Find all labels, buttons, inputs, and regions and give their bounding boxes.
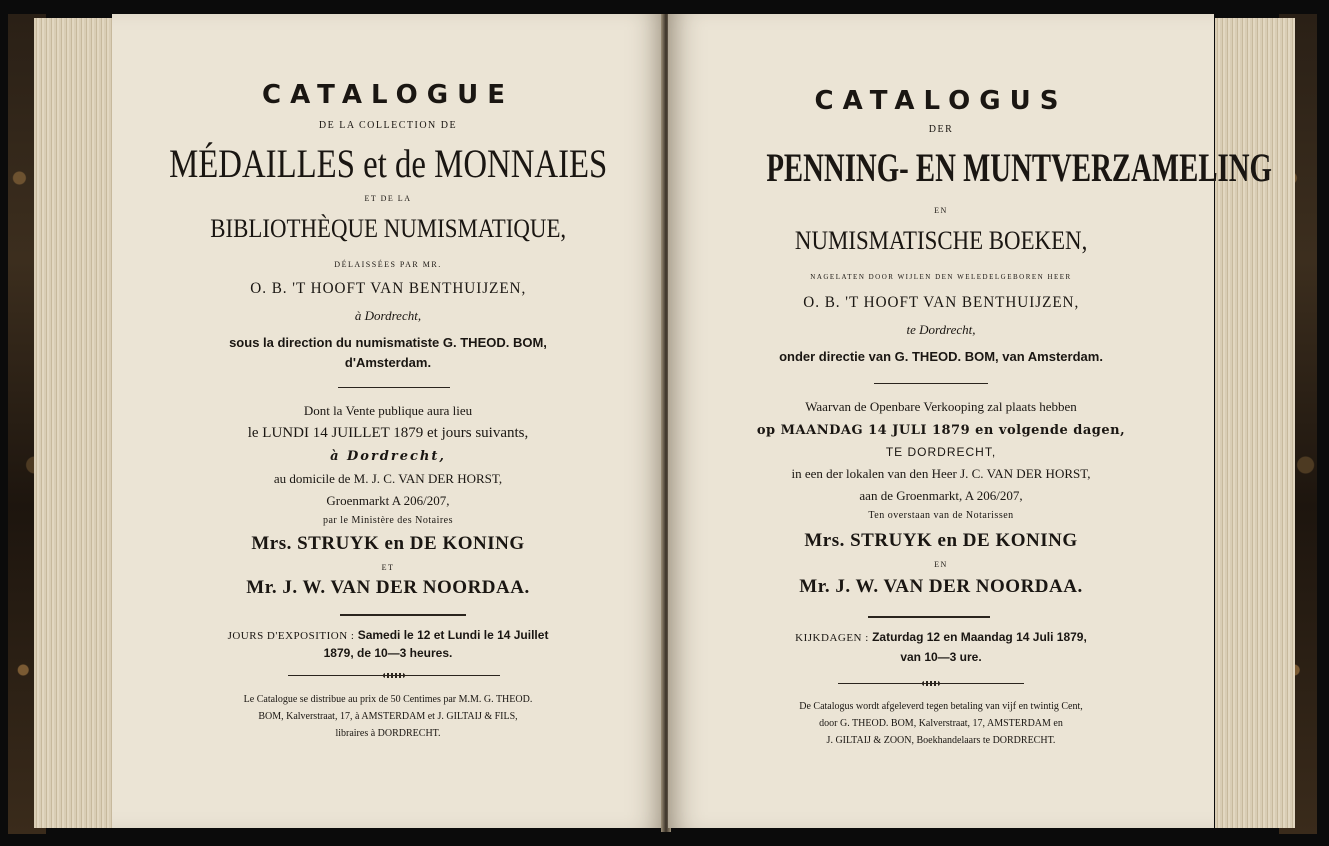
left-et: ET — [381, 563, 395, 572]
left-ornament-rule — [288, 673, 500, 679]
right-footer-3: J. GILTAIJ & ZOON, Boekhandelaars te DORDRECHT. — [826, 735, 1056, 746]
right-headline: PENNING- EN MUNTVERZAMELING — [766, 145, 1272, 190]
right-direction: onder directie van G. THEOD. BOM, van Amsterdam. — [779, 349, 1103, 364]
left-domicile: au domicile de M. J. C. VAN DER HORST, — [273, 471, 503, 486]
right-nagelaten: NAGELATEN DOOR WIJLEN DEN WELEDELGEBOREN HEER — [810, 273, 1072, 281]
left-exposition — [112, 628, 664, 642]
left-divider-2 — [340, 614, 466, 616]
right-der: DER — [928, 124, 954, 135]
page-edges-left — [34, 18, 114, 828]
right-en: EN — [934, 206, 948, 215]
left-direction-1: sous la direction du numismatiste G. THEOD. BOM, — [229, 335, 547, 350]
left-owner: O. B. 'T HOOFT VAN BENTHUIJZEN, — [250, 280, 526, 297]
right-sale-date: op MAANDAG 14 JULI 1879 en volgende dagen, — [756, 423, 1126, 438]
left-delaissees: DÉLAISSÉES PAR MR. — [334, 260, 442, 269]
right-page — [668, 14, 1272, 828]
right-lokalen: in een der lokalen van den Heer J. C. VAN DER HORST, — [791, 466, 1091, 481]
right-sale-city: TE DORDRECHT, — [885, 445, 997, 459]
right-place: te Dordrecht, — [906, 322, 976, 337]
right-kijkdagen-label: KIJKDAGEN : — [795, 632, 869, 644]
left-place: à Dordrecht, — [354, 308, 422, 323]
left-exposition-label: JOURS D'EXPOSITION : — [227, 630, 355, 642]
right-address: aan de Groenmarkt, A 206/207, — [859, 488, 1023, 503]
right-divider-1 — [874, 383, 988, 384]
right-subheadline: NUMISMATISCHE BOEKEN, — [794, 226, 1088, 255]
right-footer-2: door G. THEOD. BOM, Kalverstraat, 17, AMSTERDAM en — [819, 718, 1063, 729]
right-kijkdagen-2: van 10—3 ure. — [900, 650, 982, 664]
left-et-de-la: ET DE LA — [364, 194, 412, 203]
right-kijkdagen — [668, 630, 1214, 644]
left-line-collection: DE LA COLLECTION DE — [318, 120, 458, 131]
right-title: CATALOGUS — [814, 86, 1068, 116]
right-notaries-1: Mrs. STRUYK en DE KONING — [804, 530, 1078, 551]
left-footer-3: libraires à DORDRECHT. — [335, 728, 441, 739]
left-sale-date: le LUNDI 14 JUILLET 1879 et jours suivants, — [247, 425, 529, 441]
left-footer-2: BOM, Kalverstraat, 17, à AMSTERDAM et J. GILTAIJ & FILS, — [258, 711, 518, 722]
right-overstaan: Ten overstaan van de Notarissen — [868, 510, 1014, 521]
right-divider-2 — [868, 616, 990, 618]
left-title: CATALOGUE — [262, 80, 514, 110]
left-page — [112, 14, 664, 828]
left-headline: MÉDAILLES et de MONNAIES — [168, 141, 608, 186]
left-subheadline: BIBLIOTHÈQUE NUMISMATIQUE, — [210, 214, 566, 243]
left-divider-1 — [338, 387, 450, 388]
left-ministere: par le Ministère des Notaires — [322, 515, 454, 526]
right-footer-1: De Catalogus wordt afgeleverd tegen betaling van vijf en twintig Cent, — [799, 701, 1083, 712]
left-exposition-1: Samedi le 12 et Lundi le 14 Juillet — [357, 628, 549, 642]
right-owner: O. B. 'T HOOFT VAN BENTHUIJZEN, — [803, 294, 1079, 311]
left-address: Groenmarkt A 206/207, — [326, 493, 450, 508]
right-notaries-2: Mr. J. W. VAN DER NOORDAA. — [799, 576, 1083, 597]
right-en-2: EN — [934, 560, 948, 569]
right-sale-intro: Waarvan de Openbare Verkooping zal plaats hebben — [805, 399, 1077, 414]
left-notaries-1: Mrs. STRUYK en DE KONING — [251, 533, 525, 554]
right-ornament-rule — [838, 681, 1024, 687]
page-edges-right — [1215, 18, 1295, 828]
left-footer-1: Le Catalogue se distribue au prix de 50 Centimes par M.M. G. THEOD. — [243, 694, 533, 705]
right-kijkdagen-1: Zaturdag 12 en Maandag 14 Juli 1879, — [872, 630, 1087, 644]
left-notaries-2: Mr. J. W. VAN DER NOORDAA. — [246, 577, 530, 598]
left-sale-city: à Dordrecht, — [330, 449, 446, 464]
left-exposition-2: 1879, de 10—3 heures. — [323, 646, 453, 660]
left-direction-2: d'Amsterdam. — [344, 355, 432, 370]
left-sale-intro: Dont la Vente publique aura lieu — [303, 403, 473, 418]
